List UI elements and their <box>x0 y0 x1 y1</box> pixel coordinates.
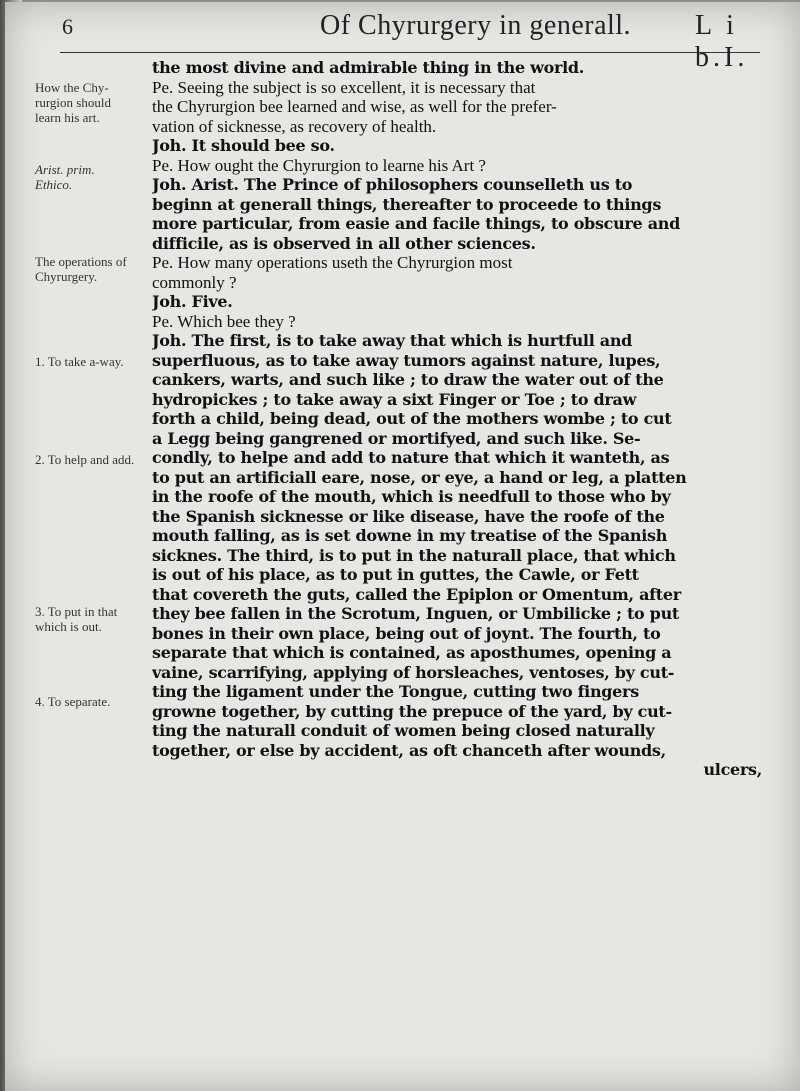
book-page <box>5 2 800 1091</box>
text-line: is out of his place, as to put in guttes, the Cawle, or Fett <box>152 565 639 584</box>
margin-note: Arist. prim. Ethico. <box>35 162 95 192</box>
book-label: L i b.I. <box>695 10 749 73</box>
text-line: the most divine and admirable thing in the world. <box>152 58 585 77</box>
text-line: Pe. Seeing the subject is so excellent, it is necessary that <box>152 77 536 97</box>
margin-note: The operations of Chyrurgery. <box>35 254 127 284</box>
text-line: Joh. It should bee so. <box>152 136 335 155</box>
text-line: Joh. The first, is to take away that which is hurtfull and <box>152 331 633 350</box>
text-line: forth a child, being dead, out of the mothers wombe ; to cut <box>152 409 672 428</box>
text-line: vation of sicknesse, as recovery of health. <box>152 116 437 136</box>
text-line: Pe. How ought the Chyrurgion to learne his Art ? <box>152 155 486 175</box>
text-line: Joh. Arist. The Prince of philosophers counselleth us to <box>152 175 633 194</box>
text-line: together, or else by accident, as oft chanceth after wounds, <box>152 740 666 760</box>
text-line: Pe. How many operations useth the Chyrurgion most <box>152 253 513 272</box>
catchword: ulcers, <box>703 760 762 779</box>
margin-note: 1. To take a-way. <box>35 354 124 369</box>
text-line: ting the ligament under the Tongue, cutting two fingers <box>152 682 639 701</box>
text-line: vaine, scarrifying, applying of horsleaches, ventoses, by cut- <box>152 662 675 682</box>
text-line: to put an artificiall eare, nose, or eye, a hand or leg, a platten <box>152 467 687 487</box>
text-line: in the roofe of the mouth, which is needfull to those who by <box>152 487 671 506</box>
main-text-block <box>152 58 782 780</box>
text-line: mouth falling, as is set downe in my treatise of the Spanish <box>152 526 668 545</box>
text-line: condly, to helpe and add to nature that which it wanteth, as <box>152 448 670 467</box>
text-line: separate that which is contained, as aposthumes, opening a <box>152 643 672 662</box>
margin-note: 3. To put in that which is out. <box>35 604 118 634</box>
text-line: superfluous, as to take away tumors against nature, lupes, <box>152 350 661 370</box>
text-line: beginn at generall things, thereafter to proceede to things <box>152 194 662 214</box>
page-number: 6 <box>62 14 73 39</box>
text-line: a Legg being gangrened or mortifyed, and such like. Se- <box>152 428 641 448</box>
margin-note: How the Chy-rurgion should learn his art. <box>35 80 111 125</box>
text-line: cankers, warts, and such like ; to draw the water out of the <box>152 370 664 389</box>
text-line: the Spanish sicknesse or like disease, have the roofe of the <box>152 506 665 526</box>
text-line: bones in their own place, being out of joynt. The fourth, to <box>152 623 661 643</box>
margin-note: 4. To separate. <box>35 694 111 709</box>
text-line: sicknes. The third, is to put in the naturall place, that which <box>152 545 676 565</box>
text-line: hydropickes ; to take away a sixt Finger or Toe ; to draw <box>152 389 637 409</box>
text-line: difficile, as is observed in all other sciences. <box>152 233 536 253</box>
text-line: Pe. Which bee they ? <box>152 311 296 331</box>
text-line: more particular, from easie and facile things, to obscure and <box>152 214 680 233</box>
margin-note: 2. To help and add. <box>35 452 135 467</box>
text-line: that covereth the guts, called the Epiplon or Omentum, after <box>152 584 681 604</box>
text-line: Joh. Five. <box>152 292 233 311</box>
text-line: ting the naturall conduit of women being closed naturally <box>152 721 655 740</box>
text-line: growne together, by cutting the prepuce of the yard, by cut- <box>152 701 672 721</box>
text-line: commonly ? <box>152 272 237 292</box>
text-line: the Chyrurgion bee learned and wise, as well for the prefer- <box>152 97 557 116</box>
running-title: Of Chyrurgery in generall. <box>320 10 632 41</box>
text-line: they bee fallen in the Scrotum, Inguen, or Umbilicke ; to put <box>152 604 679 623</box>
